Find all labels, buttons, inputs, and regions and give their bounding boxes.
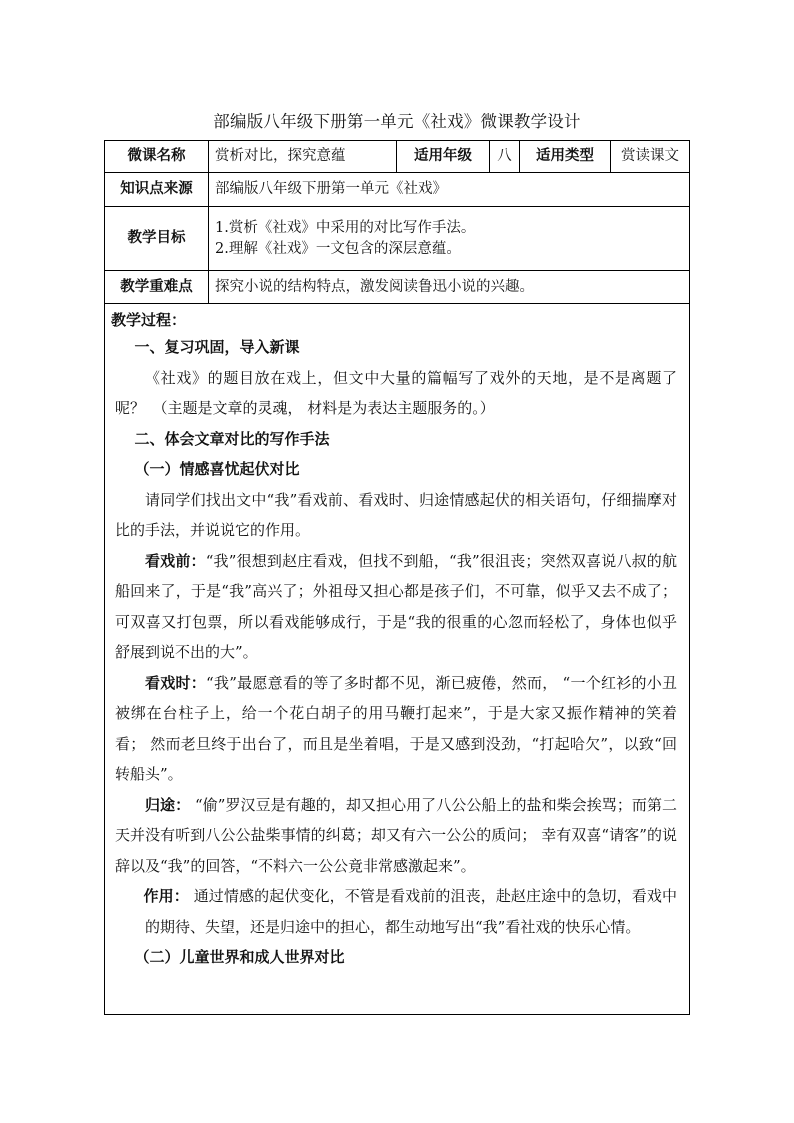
type-value: 赏读课文 [611, 141, 690, 173]
during-paragraph [115, 668, 677, 790]
type-label: 适用类型 [520, 141, 611, 173]
source-label: 知识点来源 [105, 173, 209, 207]
key-value: 探究小说的结构特点，激发阅读鲁迅小说的兴趣。 [209, 271, 690, 304]
document-title: 部编版八年级下册第一单元《社戏》微课教学设计 [213, 112, 581, 131]
during-text: “我”最愿意看的等了多时都不见，渐已疲倦，然而， “一个红衫的小丑被绑在台柱子上，给一个花白胡子的用马鞭打起来”，于是大家又振作精神的笑着看； 然而老旦终于出台了，而且是坐着唱，于是又感到没劲，“打起哈欠”，以致“回转船头”。 [115, 673, 677, 783]
effect-paragraph [115, 881, 677, 942]
section-1-text: 《社戏》的题目放在戏上，但文中大量的篇幅写了戏外的天地，是不是离题了呢？ （主题是文章的灵魂， 材料是为表达主题服务的。） [115, 368, 677, 417]
return-text: “偷”罗汉豆是有趣的，却又担心用了八公公船上的盐和柴会挨骂；而第二天并没有听到八公公盐柴事情的纠葛；却又有六一公公的质问； 幸有双喜“请客”的说辞以及“我”的回答，“不料六一公公竟非常感激起来”。 [115, 795, 677, 875]
section-2-intro: 请同学们找出文中“我”看戏前、看戏时、归途情感起伏的相关语句，仔细揣摩对比的手法，并说说它的作用。 [115, 490, 677, 539]
goal-label: 教学目标 [105, 207, 209, 271]
goal-item-1: 1.赏析《社戏》中采用的对比写作手法。 [215, 220, 476, 237]
info-row-goals [105, 207, 690, 271]
goal-cell [209, 207, 690, 271]
before-label: 看戏前： [145, 551, 206, 570]
section-2-sub-2: （二）儿童世界和成人世界对比 [134, 948, 345, 966]
return-paragraph [115, 790, 677, 882]
course-name-label: 微课名称 [105, 141, 209, 173]
grade-value: 八 [490, 141, 520, 173]
section-2-sub-1: （一）情感喜忧起伏对比 [134, 460, 300, 478]
source-value: 部编版八年级下册第一单元《社戏》 [209, 173, 690, 207]
process-heading: 教学过程： [111, 311, 187, 329]
during-label: 看戏时： [145, 673, 207, 692]
goal-item-2: 2.理解《社戏》一文包含的深层意蕴。 [215, 240, 461, 257]
info-row-course [105, 141, 690, 173]
effect-text: 通过情感的起伏变化，不管是看戏前的沮丧，赴赵庄途中的急切，看戏中的期待、失望，还是归途中的担心，都生动地写出“我”看社戏的快乐心情。 [145, 887, 677, 936]
lesson-plan-table [104, 140, 690, 1015]
effect-label: 作用： [143, 887, 189, 905]
section-1-title: 一、复习巩固，导入新课 [134, 338, 300, 356]
course-name-value: 赏析对比，探究意蕴 [209, 141, 397, 173]
section-2-title: 二、体会文章对比的写作手法 [134, 429, 330, 448]
info-row-source [105, 173, 690, 207]
key-label: 教学重难点 [105, 271, 209, 304]
grade-label: 适用年级 [397, 141, 490, 173]
info-row-key [105, 271, 690, 304]
process-cell [105, 304, 690, 1015]
return-label: 归途： [145, 795, 191, 814]
before-paragraph [115, 546, 677, 668]
before-text: “我”很想到赵庄看戏，但找不到船，“我”很沮丧；突然双喜说八叔的航船回来了，于是“我”高兴了；外祖母又担心都是孩子们，不可靠，似乎又去不成了；可双喜又打包票，所以看戏能够成行，于是“我的很重的心忽而轻松了，身体也似乎舒展到说不出的大”。 [115, 551, 677, 661]
process-row [105, 304, 690, 1015]
